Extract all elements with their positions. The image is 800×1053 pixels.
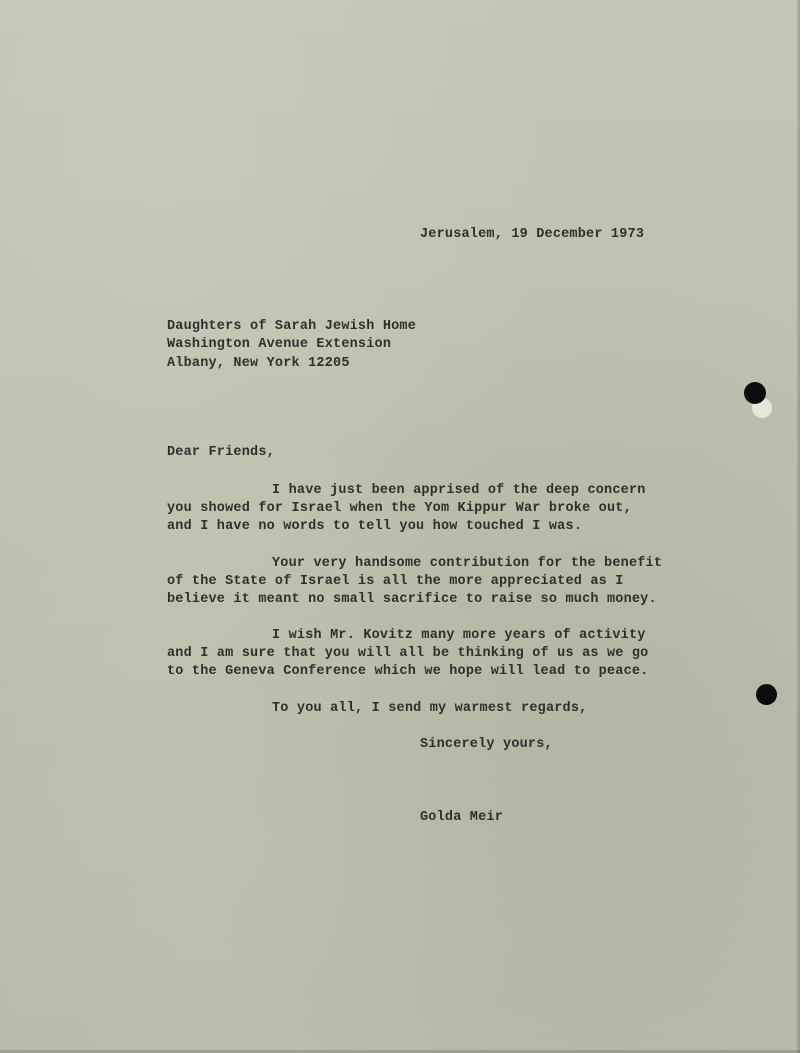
salutation: Dear Friends, — [167, 445, 275, 460]
paragraph-3-line-1: I wish Mr. Kovitz many more years of activity — [272, 628, 646, 643]
punch-hole-upper — [744, 382, 766, 404]
signer-name: Golda Meir — [420, 810, 504, 825]
recipient-street: Washington Avenue Extension — [167, 337, 392, 352]
paper-edge-right — [796, 0, 800, 1053]
paragraph-3-line-2: and I am sure that you will all be thinking of us as we go — [167, 646, 649, 661]
closing-sincerely: Sincerely yours, — [420, 737, 553, 752]
recipient-name: Daughters of Sarah Jewish Home — [167, 319, 417, 334]
paragraph-2-line-3: believe it meant no small sacrifice to raise so much money. — [167, 592, 657, 607]
punch-hole-lower — [756, 684, 777, 705]
recipient-city: Albany, New York 12205 — [167, 356, 350, 371]
paragraph-3-line-3: to the Geneva Conference which we hope will lead to peace. — [167, 664, 649, 679]
paragraph-1-line-1: I have just been apprised of the deep concern — [272, 483, 646, 498]
paragraph-1-line-3: and I have no words to tell you how touched I was. — [167, 519, 583, 534]
paragraph-2-line-1: Your very handsome contribution for the benefit — [272, 556, 663, 571]
paragraph-2-line-2: of the State of Israel is all the more appreciated as I — [167, 574, 624, 589]
paragraph-1-line-2: you showed for Israel when the Yom Kippur War broke out, — [167, 501, 632, 516]
closing-regards: To you all, I send my warmest regards, — [272, 701, 588, 716]
letter-date: Jerusalem, 19 December 1973 — [420, 227, 645, 242]
